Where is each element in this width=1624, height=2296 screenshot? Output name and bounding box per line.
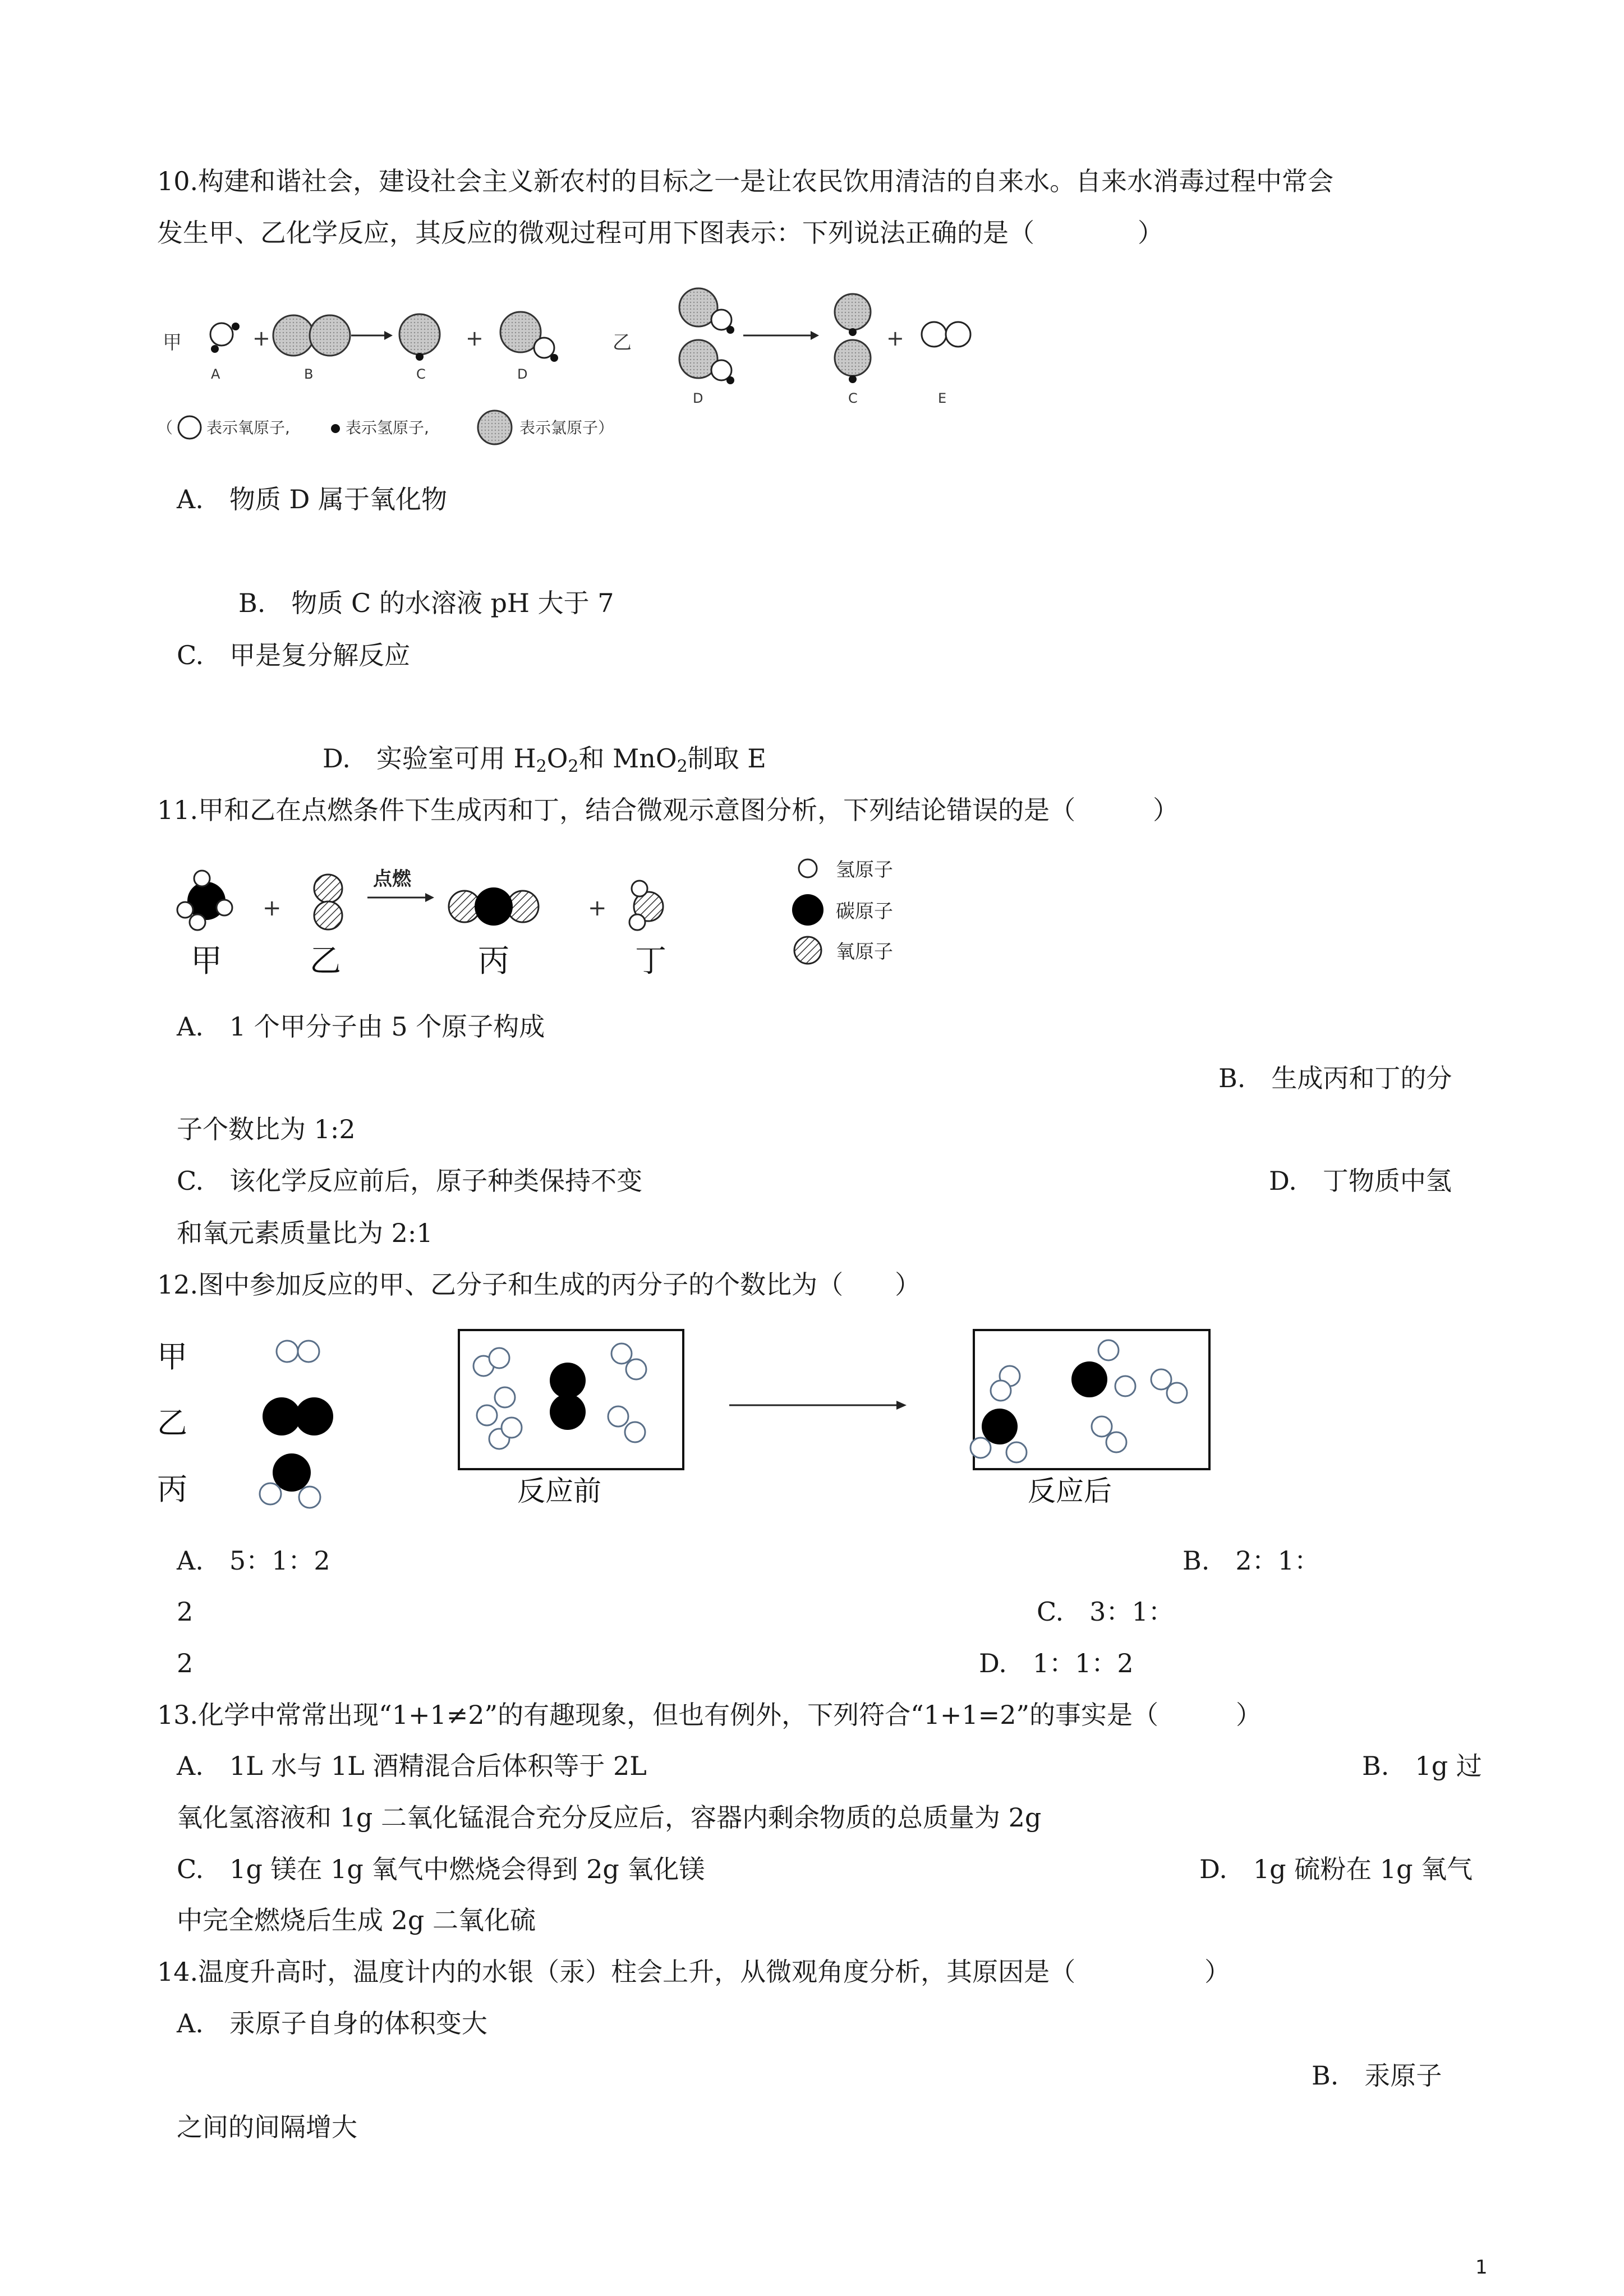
q12-before-label: 反应前 (517, 1475, 601, 1507)
q14-option-b-line2: 之间的间隔增大 (177, 2112, 357, 2142)
q10-legend (157, 411, 614, 444)
q11-legend (792, 859, 893, 964)
q10-molecule-D-pair (679, 288, 734, 384)
q12-legend-bing (260, 1453, 320, 1508)
q10-molecule-B (273, 315, 350, 356)
q10-fig-A: A (211, 366, 220, 382)
q12-label-yi: 乙 (157, 1405, 187, 1441)
q10-fig-E: E (938, 390, 947, 406)
q10-option-a: A. 物质 D 属于氧化物 (177, 484, 447, 514)
q11-label-ding: 丁 (635, 943, 666, 979)
q11-label-yi: 乙 (310, 943, 341, 979)
q14-option-b-line1: B. 汞原子 (1312, 2060, 1442, 2091)
q12-reaction-figure (151, 1321, 1217, 1523)
q10-molecule-C-pair (835, 294, 871, 383)
q10-molecule-E (922, 322, 970, 347)
q11-label-bing: 丙 (478, 943, 509, 979)
q12-legend-yi (263, 1397, 333, 1435)
q10-stem-line2: 发生甲、乙化学反应，其反应的微观过程可用下图表示：下列说法正确的是（ ） (157, 218, 1163, 248)
q13-stem: 13.化学中常常出现“1+1≠2”的有趣现象，但也有例外，下列符合“1+1=2”的事实是（ ） (157, 1700, 1262, 1730)
q11-condition: 点燃 (373, 868, 411, 890)
q10-fig-C2: C (848, 390, 858, 406)
q10-molecule-C (399, 314, 440, 361)
q11-option-b-line2: 子个数比为 1:2 (177, 1114, 356, 1144)
svg-text:+: + (588, 895, 607, 921)
q11-option-c: C. 该化学反应前后，原子种类保持不变 (177, 1166, 643, 1196)
svg-text:氢原子: 氢原子 (836, 859, 893, 881)
q11-option-a: A. 1 个甲分子由 5 个原子构成 (177, 1011, 545, 1042)
q13-option-d-line1: D. 1g 硫粉在 1g 氧气 (1199, 1854, 1473, 1884)
q13-option-b-line1: B. 1g 过 (1362, 1751, 1482, 1781)
q13-option-c: C. 1g 镁在 1g 氧气中燃烧会得到 2g 氧化镁 (177, 1854, 705, 1884)
q12-label-bing: 丙 (157, 1471, 187, 1507)
q10-fig-plus3: + (886, 326, 904, 351)
svg-text:+: + (263, 895, 282, 921)
q12-option-c-line1: C. 3：1： (1037, 1596, 1174, 1627)
q10-fig-B: B (304, 366, 314, 382)
q11-molecule-jia (177, 871, 232, 930)
svg-text:表示氯原子）: 表示氯原子） (519, 418, 614, 437)
q11-option-b-line1: B. 生成丙和丁的分 (1218, 1063, 1452, 1093)
q10-option-c: C. 甲是复分解反应 (177, 640, 411, 670)
q10-molecule-A (210, 323, 240, 353)
q12-option-c-line2: 2 (177, 1648, 194, 1678)
q11-option-d-line2: 和氧元素质量比为 2:1 (177, 1218, 433, 1248)
svg-text:表示氢原子,: 表示氢原子, (346, 418, 429, 437)
q10-fig-D2: D (693, 390, 703, 406)
q10-option-b: B. 物质 C 的水溶液 pH 大于 7 (238, 588, 614, 618)
q11-option-d-line1: D. 丁物质中氢 (1269, 1166, 1452, 1196)
q12-stem: 12.图中参加反应的甲、乙分子和生成的丙分子的个数比为（ ） (157, 1269, 921, 1300)
q10-option-d: D. 实验室可用 $H_2O_2$和 MnO$_2$制取 E (323, 743, 766, 776)
q12-option-b-line1: B. 2：1： (1183, 1545, 1320, 1576)
q13-option-b-line2: 氧化氢溶液和 1g 二氧化锰混合充分反应后，容器内剩余物质的总质量为 2g (177, 1802, 1042, 1833)
q11-stem: 11.甲和乙在点燃条件下生成丙和丁，结合微观示意图分析，下列结论错误的是（ ） (157, 795, 1179, 825)
q10-fig-plus2: + (466, 326, 484, 351)
page-number: 1 (1475, 2256, 1488, 2279)
q11-label-jia: 甲 (191, 943, 222, 979)
q12-option-b-line2: 2 (177, 1596, 194, 1627)
q12-legend-jia (277, 1341, 319, 1362)
q10-molecule-D (500, 312, 558, 362)
q14-option-a: A. 汞原子自身的体积变大 (177, 2008, 487, 2039)
svg-text:表示氧原子,: 表示氧原子, (206, 418, 290, 437)
q10-fig-label-jia: 甲 (163, 332, 182, 354)
q12-option-d: D. 1：1：2 (979, 1648, 1134, 1678)
q10-fig-D: D (517, 366, 528, 382)
q11-reaction-figure (163, 853, 948, 987)
q10-fig-plus1: + (252, 326, 270, 351)
q11-molecule-ding (629, 881, 663, 930)
q12-option-a: A. 5：1：2 (177, 1545, 330, 1576)
svg-text:碳原子: 碳原子 (836, 900, 893, 923)
q11-molecule-yi (314, 875, 342, 930)
q10-stem-line1: 10.构建和谐社会，建设社会主义新农村的目标之一是让农民饮用清洁的自来水。自来水消毒过程中常会 (157, 166, 1334, 196)
q10-fig-C: C (416, 366, 426, 382)
q12-after-label: 反应后 (1028, 1475, 1112, 1507)
q12-before-yi (550, 1363, 586, 1430)
svg-text:氧原子: 氧原子 (836, 941, 893, 963)
svg-text:（: （ (157, 418, 173, 437)
q12-label-jia: 甲 (157, 1339, 187, 1374)
q13-option-a: A. 1L 水与 1L 酒精混合后体积等于 2L (177, 1751, 647, 1781)
q11-molecule-bing (449, 887, 539, 926)
q13-option-d-line2: 中完全燃烧后生成 2g 二氧化硫 (177, 1905, 536, 1935)
q10-reaction-figure (157, 280, 987, 454)
q14-stem: 14.温度升高时，温度计内的水银（汞）柱会上升，从微观角度分析，其原因是（ ） (157, 1957, 1231, 1987)
q10-fig-label-yi: 乙 (613, 332, 632, 354)
